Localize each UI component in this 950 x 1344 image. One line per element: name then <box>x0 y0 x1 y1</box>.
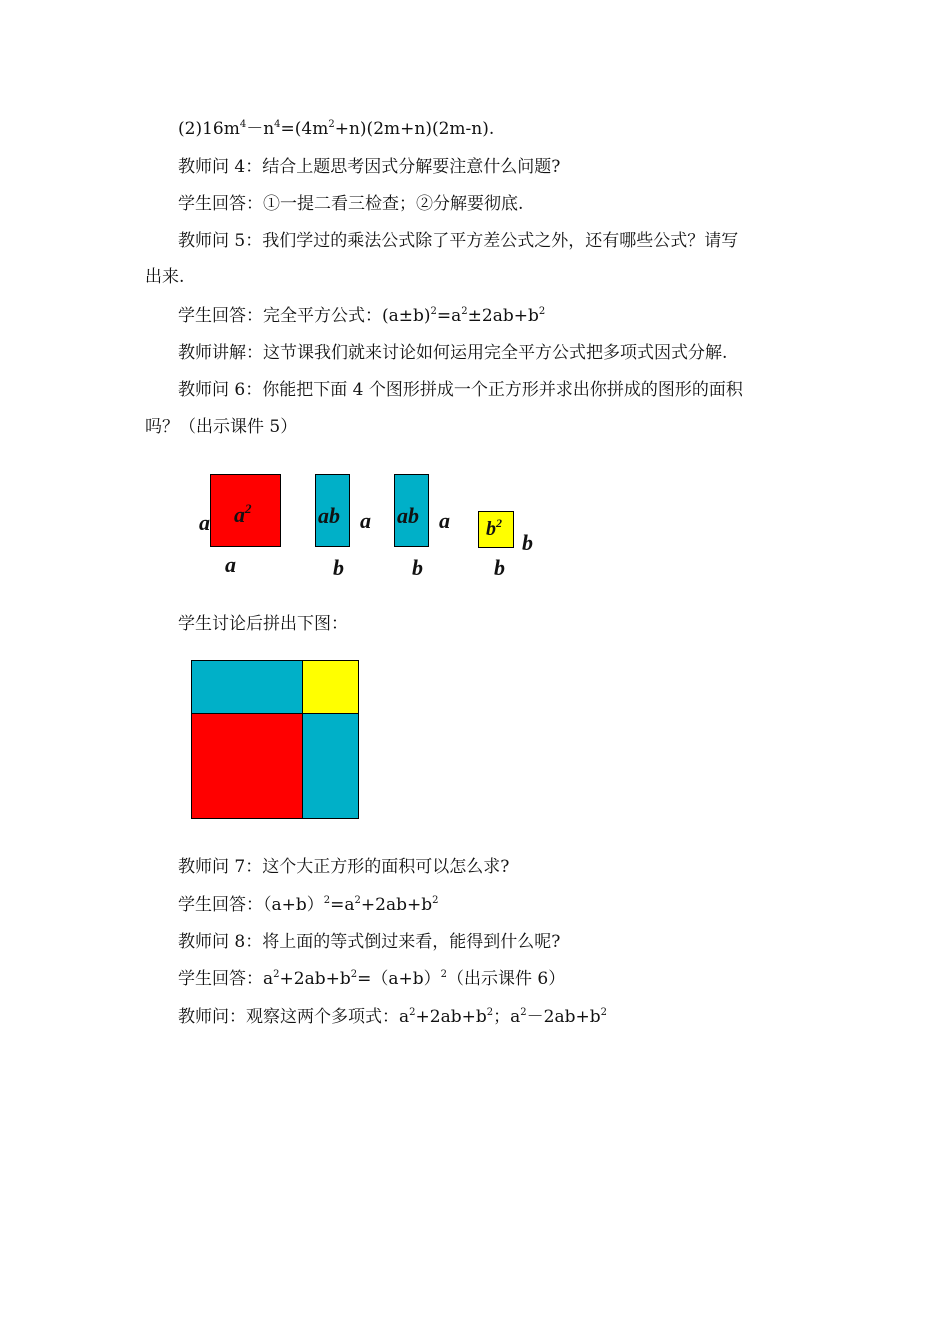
square-b-right-label: b <box>522 530 533 555</box>
line-11: 教师问 8：将上面的等式倒过来看，能得到什么呢? <box>178 932 561 952</box>
line-5: 学生回答：完全平方公式：$(a\pm b)^2=a^2\pm 2ab+b^2$ <box>178 306 546 326</box>
line-1: $(2)16m^4-n^4=(4m^2+n)(2m+n)(2m-n)$. <box>178 119 495 139</box>
assembled-top-right-b2 <box>302 660 359 715</box>
rect-ab-1-bottom-label: b <box>333 555 344 580</box>
assembled-bottom-left-a2 <box>191 713 304 819</box>
rect-ab-2-label: ab <box>397 503 419 528</box>
line-12: 学生回答：$a^2+2ab+b^2=(a+b)^2$（出示课件 6） <box>178 969 566 989</box>
rect-ab-2-bottom-label: b <box>412 555 423 580</box>
line-4a: 教师问 5：我们学过的乘法公式除了平方差公式之外，还有哪些公式？请写 <box>178 231 739 251</box>
square-b-label: $b^2$ <box>486 516 502 540</box>
line-8: 学生讨论后拼出下图： <box>178 614 348 634</box>
line-13: 教师问：观察这两个多项式：$a^2+2ab+b^2$；$a^2-2ab+b^2$ <box>178 1007 607 1027</box>
line-4b: 出来. <box>145 267 185 287</box>
square-a-label: $a^2$ <box>234 501 252 527</box>
line-9: 教师问 7：这个大正方形的面积可以怎么求? <box>178 857 510 877</box>
line-3: 学生回答：①一提二看三检查；②分解要彻底. <box>178 194 524 214</box>
rect-ab-2-right-label: a <box>439 508 450 533</box>
line-10: 学生回答：$(a+b)^2=a^2+2ab+b^2$ <box>178 895 439 915</box>
rect-ab-1-label: ab <box>318 503 340 528</box>
assembled-bottom-right-ab <box>302 713 359 819</box>
line-2: 教师问 4：结合上题思考因式分解要注意什么问题? <box>178 157 561 177</box>
line-7b: 吗？（出示课件 5） <box>145 417 298 437</box>
square-a-left-label: a <box>199 510 210 535</box>
rect-ab-1-right-label: a <box>360 508 371 533</box>
square-b-bottom-label: b <box>494 555 505 580</box>
line-7a: 教师问 6：你能把下面 4 个图形拼成一个正方形并求出你拼成的图形的面积 <box>178 380 743 400</box>
line-6: 教师讲解：这节课我们就来讨论如何运用完全平方公式把多项式因式分解. <box>178 343 728 363</box>
assembled-top-left-ab <box>191 660 304 715</box>
square-a-bottom-label: a <box>225 552 236 577</box>
